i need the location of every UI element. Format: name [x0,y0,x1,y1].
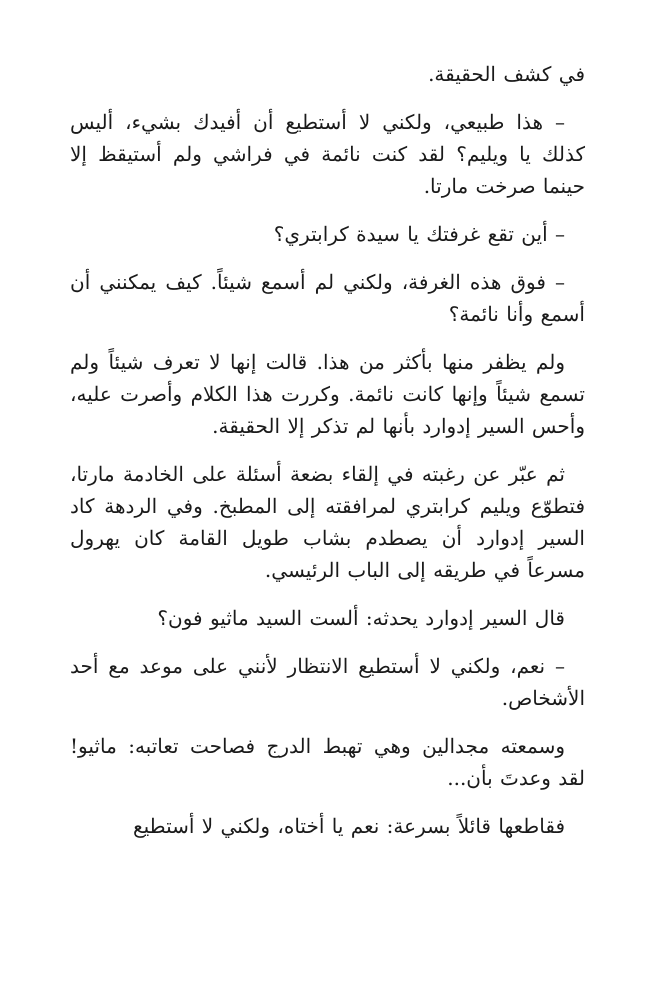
paragraph-narration-question-matthew: قال السير إدوارد يحدثه: ألست السيد ماثيو فون؟ [157,606,565,630]
paragraph-narration-magdalene: وسمعته مجدالين وهي تهبط الدرج فصاحت تعاتبه: ماثيو! لقد وعدتَ بأن... [70,734,585,790]
book-page [70,58,585,858]
paragraph-dialogue-matthew-reply: – نعم، ولكني لا أستطيع الانتظار لأنني على موعد مع أحد الأشخاص. [70,654,585,710]
paragraph-narration-hallway: ثم عبّر عن رغبته في إلقاء بضعة أسئلة على الخادمة مارتا، فتطوّع ويليم كرابتري لمرافقته إلى المطبخ. وفي الردهة كاد السير إدوارد أن يصطدم بشاب طويل القامة كان يهرول مسرعاً في طريقه إلى الباب الرئيسي. [70,462,585,582]
paragraph-continuation: في كشف الحقيقة. [428,62,585,86]
paragraph-dialogue-question-room: – أين تقع غرفتك يا سيدة كرابتري؟ [273,222,565,246]
paragraph-dialogue-crabtree-reply: – هذا طبيعي، ولكني لا أستطيع أن أفيدك بشيء، أليس كذلك يا ويليم؟ لقد كنت نائمة في فراشي ولم أستيقظ إلا حينما صرخت مارتا. [70,110,585,198]
paragraph-narration-interrupt: فقاطعها قائلاً بسرعة: نعم يا أختاه، ولكني لا أستطيع [132,814,565,838]
paragraph-narration-truth: ولم يظفر منها بأكثر من هذا. قالت إنها لا تعرف شيئاً ولم تسمع شيئاً وإنها كانت نائمة. وكررت هذا الكلام وأصرت عليه، وأحس السير إدوارد بأنها لم تذكر إلا الحقيقة. [70,350,585,438]
paragraph-dialogue-room-answer: – فوق هذه الغرفة، ولكني لم أسمع شيئاً. كيف يمكنني أن أسمع وأنا نائمة؟ [70,270,585,326]
